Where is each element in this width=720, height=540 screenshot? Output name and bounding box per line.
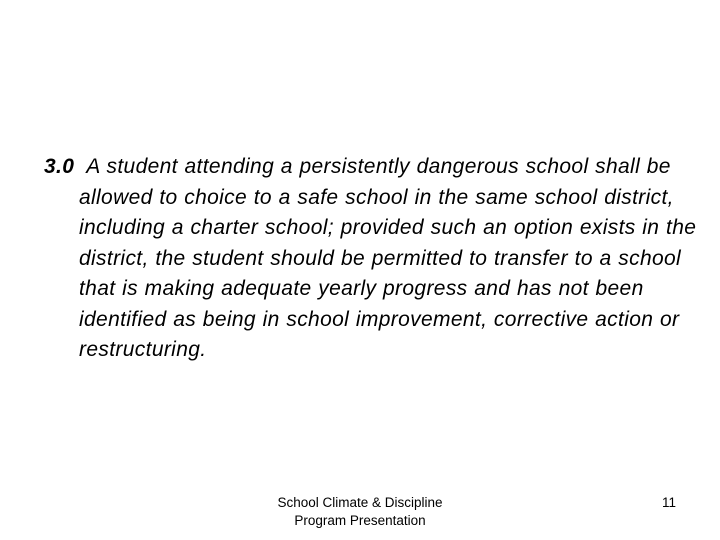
slide-page-number: 11 [661,495,676,510]
item-text: A student attending a persistently dangerous school shall be allowed to choice to a safe school in the same school district, including a charter school; provided such an option exists in the district, the student should be permitted to transfer to a school that is making adequate yearly progress and has not been identified as being in school improvement, corrective action or restructuring. [79,155,697,361]
item-number: 3.0 [44,155,75,178]
footer-line-1: School Climate & Discipline [277,495,443,510]
slide-footer [250,494,470,530]
footer-line-2: Program Presentation [294,513,426,528]
slide-body-paragraph [44,152,719,366]
